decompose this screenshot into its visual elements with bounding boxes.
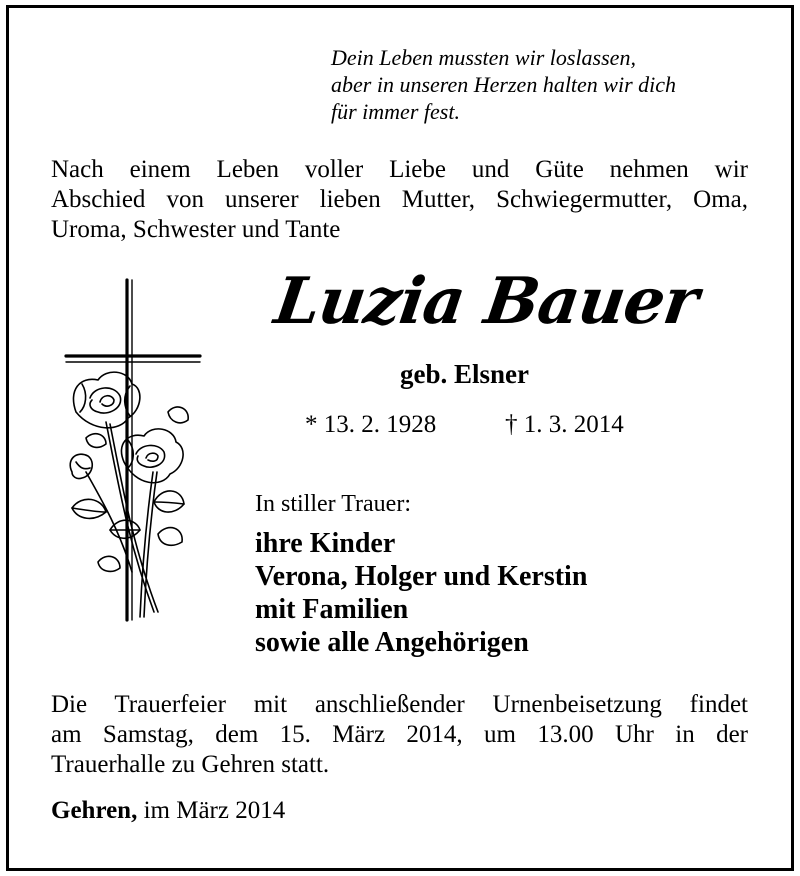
maiden-name: geb. Elsner [400, 359, 530, 389]
death-date: † 1. 3. 2014 [505, 411, 624, 438]
mourning-label: In stiller Trauer: [255, 491, 411, 517]
birth-date: * 13. 2. 1928 [305, 411, 437, 438]
place-name: Gehren, [51, 797, 138, 824]
cross-with-roses-icon [58, 272, 208, 642]
mourners-line: sowie alle Angehörigen [255, 627, 529, 658]
motto-line: aber in unseren Herzen halten wir dich [331, 72, 677, 97]
mourners-list [255, 527, 587, 659]
intro-line: Uroma, Schwester und Tante [51, 216, 341, 243]
funeral-line: Trauerhalle zu Gehren statt. [51, 751, 330, 778]
place-and-date [51, 796, 285, 826]
intro-line: Nach einem Leben voller Liebe und Güte nehmen wir [51, 156, 748, 183]
intro-paragraph [51, 155, 748, 245]
mourners-line: Verona, Holger und Kerstin [255, 561, 588, 592]
mourners-line: mit Familien [255, 594, 409, 625]
motto-verse [331, 44, 676, 125]
motto-line: Dein Leben mussten wir loslassen, [331, 45, 636, 70]
deceased-name: Luzia Bauer [270, 264, 703, 339]
closing-date: im März 2014 [143, 797, 286, 824]
intro-line: Abschied von unserer lieben Mutter, Schwiegermutter, Oma, [51, 186, 748, 213]
motto-line: für immer fest. [331, 99, 460, 124]
funeral-paragraph [51, 690, 748, 780]
mourners-line: ihre Kinder [255, 528, 396, 559]
funeral-line: am Samstag, dem 15. März 2014, um 13.00 Uhr in der [51, 721, 748, 748]
funeral-line: Die Trauerfeier mit anschließender Urnenbeisetzung findet [51, 691, 748, 718]
